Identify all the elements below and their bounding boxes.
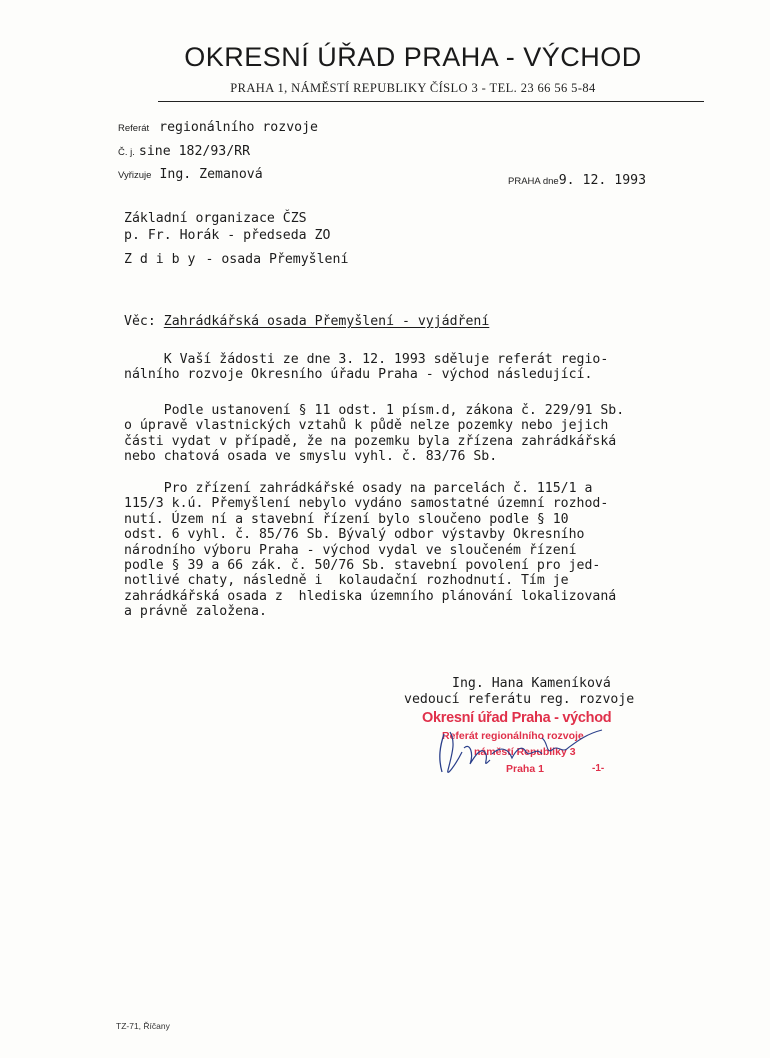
stamp-line-3: náměstí Republiky 3	[474, 746, 576, 758]
signatory-position: vedoucí referátu reg. rozvoje	[404, 692, 635, 707]
paragraph-line: nebo chatová osada ve smyslu vyhl. č. 83/76 Sb.	[124, 449, 498, 465]
referat-label: Referát	[118, 123, 150, 134]
body-paragraph-3	[124, 481, 684, 620]
letterhead-title: OKRESNÍ ÚŘAD PRAHA - VÝCHOD	[184, 42, 642, 72]
paragraph-line: a právně založena.	[124, 604, 267, 620]
paragraph-line: K Vaší žádosti ze dne 3. 12. 1993 sděluje referát regio-	[124, 352, 609, 367]
paragraph-line: národního výboru Praha - východ vydal ve sloučeném řízení	[124, 542, 577, 558]
subject-text: Zahrádkářská osada Přemyšlení - vyjádření	[163, 314, 490, 329]
vyrizuje-value: Ing. Zemanová	[159, 167, 263, 182]
referat-value: regionálního rozvoje	[159, 120, 318, 135]
recipient-line-1: Základní organizace ČZS	[124, 211, 307, 226]
date-label: PRAHA dne	[508, 176, 559, 187]
paragraph-line: části vydat v případě, že na pozemku byla zřízena zahrádkářská	[124, 433, 617, 449]
body-paragraph-1	[124, 352, 684, 383]
subject-label: Věc:	[124, 314, 156, 329]
letterhead-divider	[158, 101, 704, 102]
date-value: 9. 12. 1993	[558, 173, 647, 188]
vyrizuje-row	[118, 165, 263, 183]
signatory-name: Ing. Hana Kameníková	[452, 676, 611, 691]
date-row	[508, 171, 646, 189]
paragraph-line: Podle ustanovení § 11 odst. 1 písm.d, zákona č. 229/91 Sb.	[124, 403, 625, 418]
paragraph-line: zahrádkářská osada z hlediska územního plánování lokalizovaná	[124, 588, 617, 604]
paragraph-line: podle § 39 a 66 zák. č. 50/76 Sb. stavební povolení pro jed-	[124, 558, 601, 574]
paragraph-line: odst. 6 vyhl. č. 85/76 Sb. Bývalý odbor výstavby Okresního	[124, 527, 585, 543]
cj-row	[118, 142, 250, 160]
handwritten-signature	[430, 724, 620, 784]
vyrizuje-label: Vyřizuje	[118, 170, 152, 181]
paragraph-line: o úpravě vlastnických vztahů k půdě nelze pozemky nebo jejich	[124, 418, 609, 434]
paragraph-line: nálního rozvoje Okresního úřadu Praha - východ následující.	[124, 367, 593, 383]
recipient-place: Z d i b y	[124, 252, 196, 267]
stamp-number: -1-	[592, 763, 605, 774]
cj-value: sine 182/93/RR	[138, 144, 251, 159]
recipient-line-3	[124, 250, 348, 268]
recipient-line-2: p. Fr. Horák - předseda ZO	[124, 228, 331, 243]
letterhead-address: PRAHA 1, NÁMĚSTÍ REPUBLIKY ČÍSLO 3 - TEL. 23 66 56 5-84	[230, 81, 596, 95]
footer-code: TZ-71, Říčany	[116, 1021, 170, 1031]
subject-row	[124, 312, 489, 330]
paragraph-line: Pro zřízení zahrádkářské osady na parcelách č. 115/1 a	[124, 481, 593, 496]
recipient-place-rest: - osada Přemyšlení	[205, 252, 349, 267]
body-paragraph-2	[124, 403, 684, 465]
paragraph-line: 115/3 k.ú. Přemyšlení nebylo vydáno samostatné územní rozhod-	[124, 496, 609, 512]
stamp-line-2: Referát regionálního rozvoje	[442, 730, 584, 742]
cj-label: Č. j.	[118, 147, 135, 158]
referat-row	[118, 118, 318, 136]
stamp-line-4: Praha 1	[506, 763, 544, 775]
paragraph-line: notlivé chaty, následně i kolaudační rozhodnutí. Tím je	[124, 573, 569, 589]
stamp-line-1: Okresní úřad Praha - východ	[422, 710, 612, 726]
paragraph-line: nutí. Územ ní a stavební řízení bylo sloučeno podle § 10	[124, 511, 569, 527]
